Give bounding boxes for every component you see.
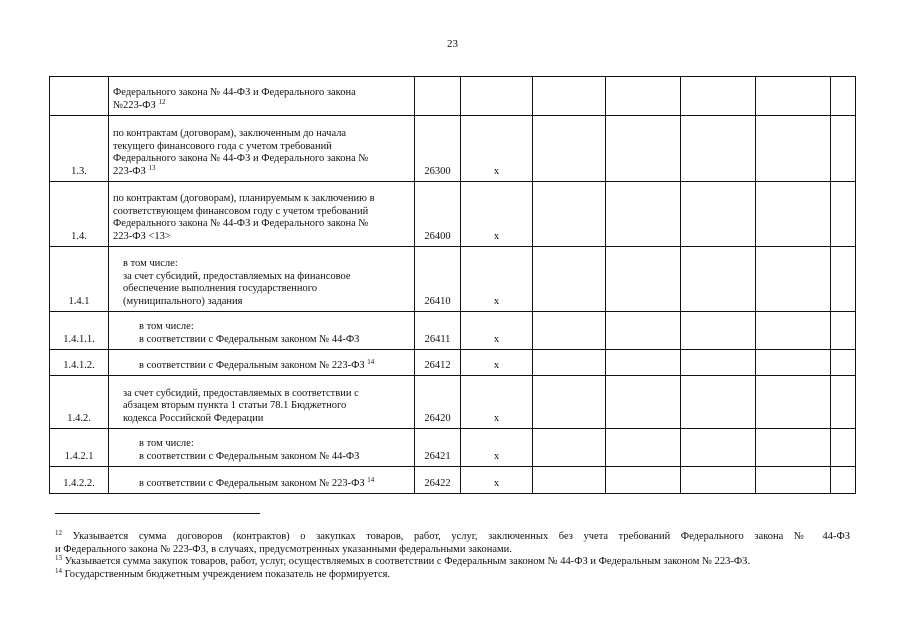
description-line: в том числе:	[139, 438, 194, 449]
report-table	[49, 76, 856, 494]
empty-cell	[533, 77, 606, 116]
empty-cell	[756, 247, 831, 312]
row-code: 26412	[415, 350, 461, 376]
empty-cell	[831, 182, 856, 247]
row-number: 1.4.2.2.	[50, 467, 109, 494]
empty-cell	[681, 116, 756, 182]
empty-cell	[681, 182, 756, 247]
empty-cell	[756, 350, 831, 376]
row-number: 1.4.2.1	[50, 429, 109, 467]
description-line: в соответствии с Федеральным законом № 44-ФЗ	[139, 333, 360, 345]
row-number: 1.4.2.	[50, 376, 109, 429]
empty-cell	[606, 182, 681, 247]
footnote-ref: 14	[367, 475, 375, 484]
description-line: Федерального закона № 44-ФЗ и Федерального закона №	[113, 218, 369, 229]
empty-cell	[831, 350, 856, 376]
empty-cell	[831, 247, 856, 312]
row-description	[109, 77, 415, 116]
table-row	[50, 312, 856, 350]
footnote-mark: 13	[55, 554, 62, 562]
row-description	[109, 429, 415, 467]
description-line: в соответствии с Федеральным законом № 223-ФЗ	[139, 359, 365, 371]
description-line: абзацем вторым пункта 1 статьи 78.1 Бюджетного	[123, 400, 347, 411]
row-description	[109, 116, 415, 182]
table-row	[50, 116, 856, 182]
row-number: 1.4.1.1.	[50, 312, 109, 350]
description-line: текущего финансового года с учетом требований	[113, 140, 332, 152]
empty-cell	[681, 429, 756, 467]
description-line: по контрактам (договорам), планируемым к заключению в	[113, 193, 375, 204]
empty-cell	[681, 312, 756, 350]
description-line: Федерального закона № 44-ФЗ и Федерального закона	[113, 87, 356, 98]
empty-cell	[533, 312, 606, 350]
table-row	[50, 77, 856, 116]
empty-cell	[681, 247, 756, 312]
row-code: 26421	[415, 429, 461, 467]
description-line: Федерального закона № 44-ФЗ и Федерального закона №	[113, 153, 369, 164]
description-line: в соответствии с Федеральным законом № 44-ФЗ	[139, 450, 360, 462]
empty-cell	[756, 116, 831, 182]
description-line: (муниципального) задания	[123, 295, 243, 307]
empty-cell	[606, 312, 681, 350]
description-line: кодекса Российской Федерации	[123, 412, 264, 424]
page-number: 23	[447, 38, 458, 50]
row-code: 26410	[415, 247, 461, 312]
footnote-13	[55, 556, 850, 569]
footnote-text: Государственным бюджетным учреждением показатель не формируется.	[64, 568, 391, 580]
row-mark: х	[461, 312, 533, 350]
description-line: 223-ФЗ	[113, 165, 146, 177]
table-row	[50, 247, 856, 312]
row-description	[109, 467, 415, 494]
empty-cell	[606, 77, 681, 116]
table-row	[50, 350, 856, 376]
footnote-ref: 14	[367, 357, 375, 366]
empty-cell	[681, 77, 756, 116]
empty-cell	[681, 467, 756, 494]
row-mark: х	[461, 182, 533, 247]
row-code: 26420	[415, 376, 461, 429]
empty-cell	[831, 376, 856, 429]
footnote-12	[55, 531, 850, 544]
description-line: за счет субсидий, предоставляемых в соответствии с	[123, 387, 359, 399]
row-mark: х	[461, 350, 533, 376]
row-mark: х	[461, 467, 533, 494]
empty-cell	[831, 429, 856, 467]
empty-cell	[756, 429, 831, 467]
row-code	[415, 77, 461, 116]
description-line: №223-ФЗ	[113, 99, 156, 111]
row-code: 26400	[415, 182, 461, 247]
empty-cell	[606, 350, 681, 376]
footnote-ref: 12	[158, 97, 166, 106]
description-line: в соответствии с Федеральным законом № 223-ФЗ	[139, 477, 365, 489]
empty-cell	[606, 247, 681, 312]
footnote-separator	[55, 513, 260, 514]
row-number: 1.4.	[50, 182, 109, 247]
description-line: соответствующем финансовом году с учетом требований	[113, 205, 369, 217]
empty-cell	[756, 77, 831, 116]
row-description	[109, 182, 415, 247]
row-number: 1.4.1.2.	[50, 350, 109, 376]
description-line: по контрактам (договорам), заключенным до начала	[113, 128, 347, 139]
empty-cell	[681, 376, 756, 429]
description-line: в том числе:	[123, 258, 178, 269]
row-number	[50, 77, 109, 116]
empty-cell	[606, 376, 681, 429]
empty-cell	[681, 350, 756, 376]
row-mark: х	[461, 429, 533, 467]
row-description	[109, 350, 415, 376]
empty-cell	[831, 116, 856, 182]
empty-cell	[533, 467, 606, 494]
footnote-ref: 13	[148, 163, 156, 172]
empty-cell	[831, 467, 856, 494]
empty-cell	[756, 376, 831, 429]
empty-cell	[533, 182, 606, 247]
empty-cell	[533, 116, 606, 182]
empty-cell	[606, 116, 681, 182]
table-row	[50, 182, 856, 247]
row-code: 26300	[415, 116, 461, 182]
row-number: 1.3.	[50, 116, 109, 182]
row-mark: х	[461, 247, 533, 312]
table-row	[50, 467, 856, 494]
row-code: 26422	[415, 467, 461, 494]
footnote-mark: 12	[55, 529, 62, 537]
empty-cell	[756, 312, 831, 350]
row-description	[109, 312, 415, 350]
row-mark: х	[461, 116, 533, 182]
row-description	[109, 247, 415, 312]
footnote-text: Указывается сумма закупок товаров, работ, услуг, осуществляемых в соответствии с Федеральным законом № 44-ФЗ и Федеральным законом № 223-ФЗ.	[64, 556, 751, 567]
empty-cell	[606, 467, 681, 494]
footnotes	[55, 531, 850, 581]
empty-cell	[756, 182, 831, 247]
empty-cell	[533, 429, 606, 467]
empty-cell	[533, 350, 606, 376]
empty-cell	[606, 429, 681, 467]
footnote-12-continued: и Федерального закона № 223-ФЗ, в случаях, предусмотренных указанными федеральными законами.	[55, 543, 512, 555]
empty-cell	[756, 467, 831, 494]
footnote-14	[55, 566, 850, 582]
row-number: 1.4.1	[50, 247, 109, 312]
row-mark: х	[461, 376, 533, 429]
row-description	[109, 376, 415, 429]
empty-cell	[533, 376, 606, 429]
row-mark	[461, 77, 533, 116]
empty-cell	[831, 312, 856, 350]
footnote-text: Указывается сумма договоров (контрактов) о закупках товаров, работ, услуг, заключенных без учета требований Федерального закона № 44-ФЗ	[72, 531, 850, 542]
footnote-mark: 14	[55, 566, 62, 575]
empty-cell	[533, 247, 606, 312]
empty-cell	[831, 77, 856, 116]
description-line: в том числе:	[139, 321, 194, 332]
table-row	[50, 376, 856, 429]
description-line: обеспечение выполнения государственного	[123, 283, 317, 294]
description-line: 223-ФЗ <13>	[113, 230, 171, 242]
row-code: 26411	[415, 312, 461, 350]
description-line: за счет субсидий, предоставляемых на финансовое	[123, 270, 351, 282]
table-row	[50, 429, 856, 467]
